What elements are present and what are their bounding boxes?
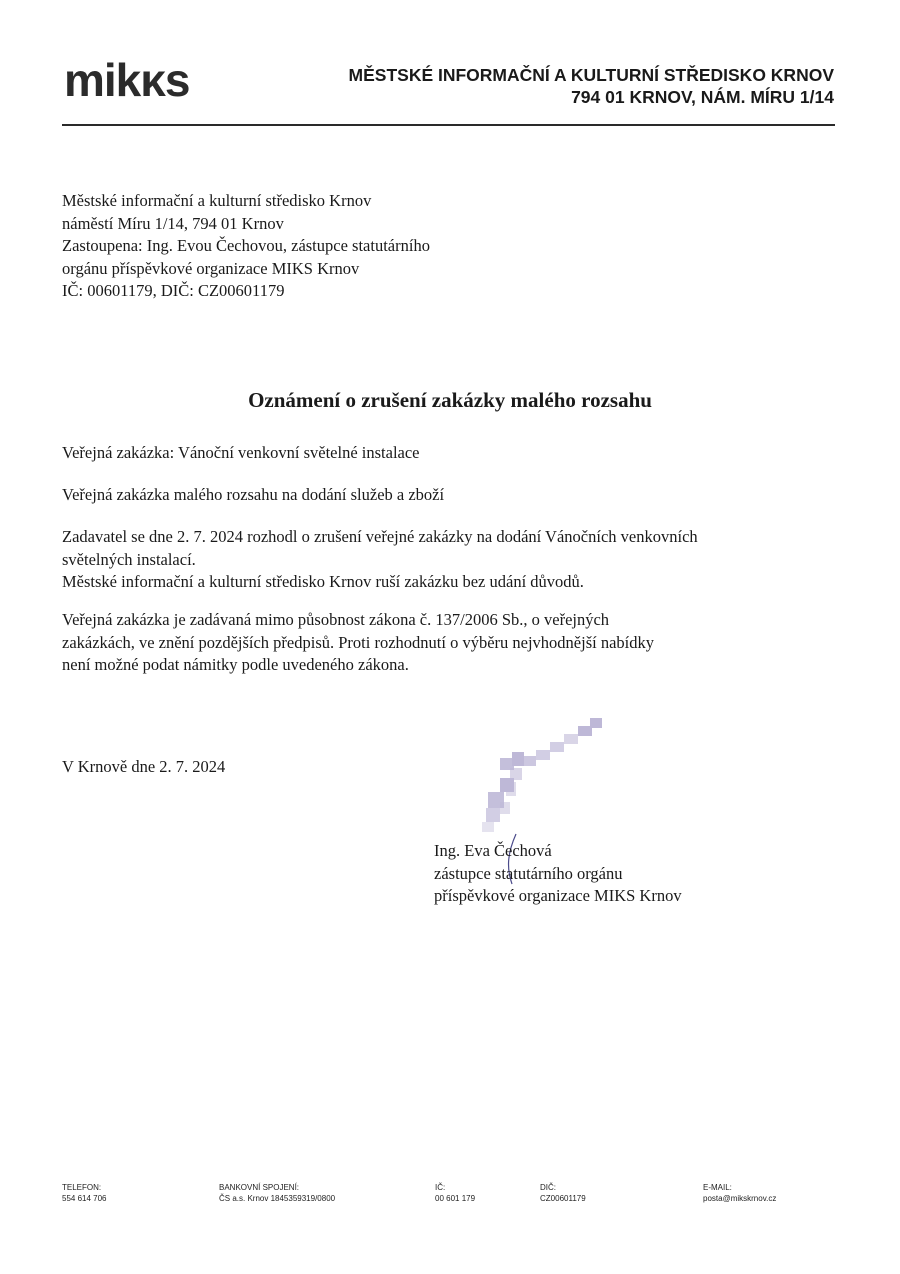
- recipient-line: Městské informační a kulturní středisko Krnov: [62, 191, 372, 210]
- contract-type: Veřejná zakázka malého rozsahu na dodání služeb a zboží: [62, 485, 445, 504]
- document-title: Oznámení o zrušení zakázky malého rozsahu: [248, 388, 652, 412]
- signatory-role: zástupce statutárního orgánu: [434, 863, 623, 883]
- header-organization: [349, 64, 834, 108]
- signatory-block: [434, 840, 682, 908]
- header-divider: [62, 124, 835, 126]
- legal-notice-paragraph: [62, 609, 802, 677]
- logo-text: mikκs: [64, 54, 190, 106]
- paragraph-line: zakázkách, ve znění pozdějších předpisů. Proti rozhodnutí o výběru nejvhodnější nabídky: [62, 632, 655, 652]
- header-address: 794 01 KRNOV, NÁM. MÍRU 1/14: [571, 87, 834, 107]
- footer-value: CZ00601179: [540, 1193, 586, 1203]
- paragraph-line: světelných instalací.: [62, 549, 196, 569]
- footer-label: IČ:: [435, 1183, 446, 1192]
- footer-bank: [219, 1183, 335, 1204]
- recipient-line: náměstí Míru 1/14, 794 01 Krnov: [62, 213, 284, 233]
- footer-value: 554 614 706: [62, 1193, 107, 1203]
- footer-value: ČS a.s. Krnov 1845359319/0800: [219, 1193, 336, 1203]
- paragraph-line: Městské informační a kulturní středisko Krnov ruší zakázku bez udání důvodů.: [62, 572, 584, 591]
- cancellation-paragraph: [62, 526, 802, 594]
- footer-label: BANKOVNÍ SPOJENÍ:: [219, 1183, 300, 1192]
- place-and-date: V Krnově dne 2. 7. 2024: [62, 757, 226, 776]
- signatory-name: Ing. Eva Čechová: [434, 841, 552, 860]
- recipient-line: Zastoupena: Ing. Evou Čechovou, zástupce statutárního: [62, 236, 430, 255]
- footer-label: TELEFON:: [62, 1183, 102, 1192]
- footer-value: 00 601 179: [435, 1193, 476, 1203]
- miks-logo: [64, 52, 234, 108]
- footer-email: [703, 1183, 776, 1204]
- header-org-name: MĚSTSKÉ INFORMAČNÍ A KULTURNÍ STŘEDISKO KRNOV: [348, 65, 834, 85]
- footer-label: E-MAIL:: [703, 1183, 732, 1192]
- paragraph-line: Zadavatel se dne 2. 7. 2024 rozhodl o zrušení veřejné zakázky na dodání Vánočních venkovních: [62, 527, 698, 546]
- footer-label: DIČ:: [540, 1183, 556, 1192]
- footer-ic: [435, 1183, 475, 1204]
- recipient-line: orgánu příspěvkové organizace MIKS Krnov: [62, 258, 360, 278]
- footer-email-link[interactable]: posta@mikskrnov.cz: [703, 1193, 777, 1203]
- paragraph-line: není možné podat námitky podle uvedeného zákona.: [62, 655, 409, 674]
- recipient-line: IČ: 00601179, DIČ: CZ00601179: [62, 281, 285, 300]
- footer-phone: [62, 1183, 107, 1204]
- contract-name: Veřejná zakázka: Vánoční venkovní světelné instalace: [62, 443, 420, 462]
- paragraph-line: Veřejná zakázka je zadávaná mimo působnost zákona č. 137/2006 Sb., o veřejných: [62, 610, 610, 629]
- footer-dic: [540, 1183, 586, 1204]
- signatory-organization: příspěvkové organizace MIKS Krnov: [434, 886, 682, 905]
- recipient-address: [62, 190, 430, 303]
